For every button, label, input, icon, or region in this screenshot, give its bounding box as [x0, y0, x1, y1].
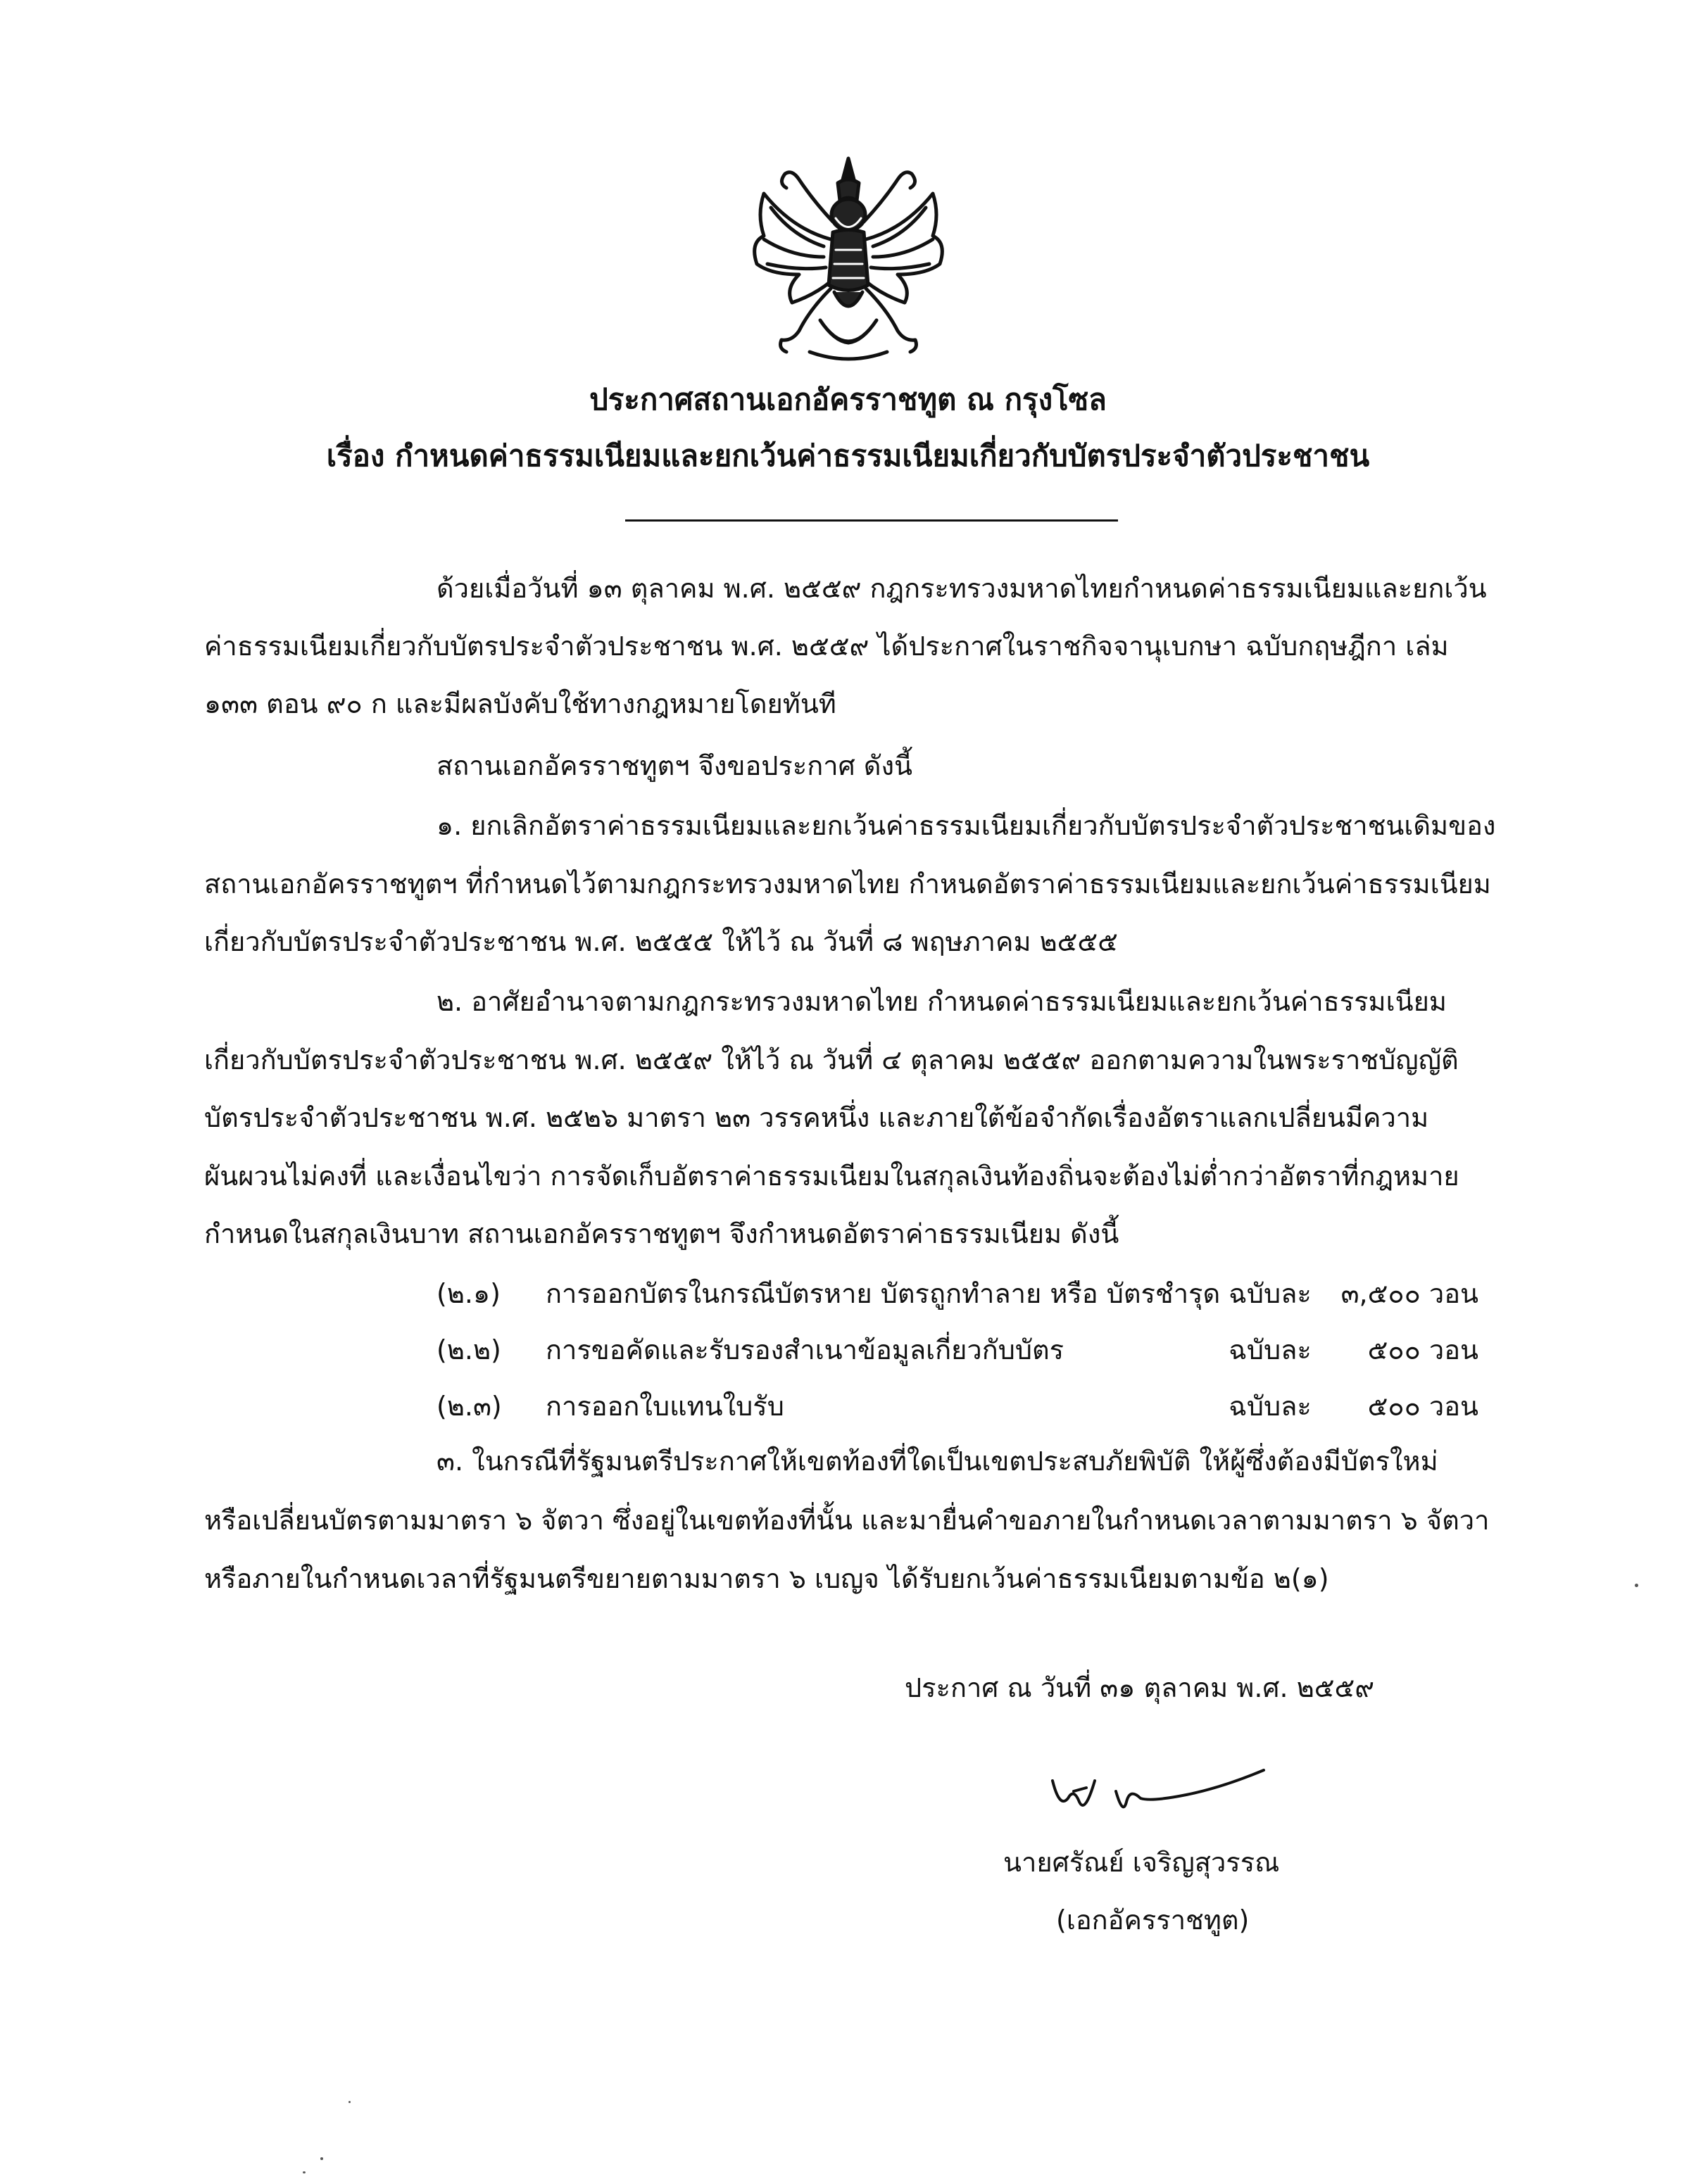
document-title: ประกาศสถานเอกอัครราชทูต ณ กรุงโซล: [589, 382, 1107, 417]
intro-line-2: ค่าธรรมเนียมเกี่ยวกับบัตรประจำตัวประชาชน พ.ศ. ๒๕๕๙ ได้ประกาศในราชกิจจานุเบกษา ฉบับกฤษฎีกา เล่ม: [204, 631, 1449, 662]
fee-label: การขอคัดและรับรองสำเนาข้อมูลเกี่ยวกับบัตร: [546, 1334, 1064, 1365]
fee-amount: ๕๐๐ วอน: [1367, 1391, 1478, 1422]
announce-line: สถานเอกอัครราชทูตฯ จึงขอประกาศ ดังนี้: [436, 750, 912, 781]
scan-speck: [1635, 1584, 1638, 1587]
fee-amount: ๕๐๐ วอน: [1367, 1334, 1478, 1365]
signature-icon: [1045, 1760, 1271, 1823]
item1-line-1: ๑. ยกเลิกอัตราค่าธรรมเนียมและยกเว้นค่าธรรมเนียมเกี่ยวกับบัตรประจำตัวประชาชนเดิมของ: [436, 810, 1496, 841]
fee-label: การออกใบแทนใบรับ: [546, 1391, 784, 1422]
item2-line-3: บัตรประจำตัวประชาชน พ.ศ. ๒๕๒๖ มาตรา ๒๓ วรรคหนึ่ง และภายใต้ข้อจำกัดเรื่องอัตราแลกเปลี่ยนมีความ: [204, 1102, 1429, 1133]
title-divider: [625, 519, 1118, 522]
intro-line-1: ด้วยเมื่อวันที่ ๑๓ ตุลาคม พ.ศ. ๒๕๕๙ กฎกระทรวงมหาดไทยกำหนดค่าธรรมเนียมและยกเว้น: [436, 573, 1487, 604]
scan-speck: [320, 2157, 323, 2160]
fee-number: (๒.๑): [436, 1278, 501, 1309]
item2-line-1: ๒. อาศัยอำนาจตามกฎกระทรวงมหาดไทย กำหนดค่าธรรมเนียมและยกเว้นค่าธรรมเนียม: [436, 986, 1447, 1017]
item3-line-3: หรือภายในกำหนดเวลาที่รัฐมนตรีขยายตามมาตรา ๖ เบญจ ได้รับยกเว้นค่าธรรมเนียมตามข้อ ๒(๑): [204, 1563, 1329, 1594]
fee-number: (๒.๓): [436, 1391, 502, 1422]
signer-position: (เอกอัครราชทูต): [1056, 1905, 1250, 1936]
signer-name: นายศรัณย์ เจริญสุวรรณ: [1003, 1847, 1280, 1878]
item1-line-3: เกี่ยวกับบัตรประจำตัวประชาชน พ.ศ. ๒๕๕๕ ให้ไว้ ณ วันที่ ๘ พฤษภาคม ๒๕๕๕: [204, 926, 1118, 957]
item2-line-5: กำหนดในสกุลเงินบาท สถานเอกอัครราชทูตฯ จึงกำหนดอัตราค่าธรรมเนียม ดังนี้: [204, 1218, 1119, 1249]
document-subject: เรื่อง กำหนดค่าธรรมเนียมและยกเว้นค่าธรรมเนียมเกี่ยวกับบัตรประจำตัวประชาชน: [326, 438, 1370, 473]
fee-unit: ฉบับละ: [1229, 1278, 1312, 1309]
announcement-date: ประกาศ ณ วันที่ ๓๑ ตุลาคม พ.ศ. ๒๕๕๙: [905, 1672, 1375, 1703]
item3-line-2: หรือเปลี่ยนบัตรตามมาตรา ๖ จัตวา ซึ่งอยู่ในเขตท้องที่นั้น และมายื่นคำขอภายในกำหนดเวลาตามมาตรา ๖ จัตวา: [204, 1505, 1490, 1536]
fee-label: การออกบัตรในกรณีบัตรหาย บัตรถูกทำลาย หรือ บัตรชำรุด: [546, 1278, 1221, 1309]
scan-speck: [348, 2101, 351, 2103]
item2-line-4: ผันผวนไม่คงที่ และเงื่อนไขว่า การจัดเก็บอัตราค่าธรรมเนียมในสกุลเงินท้องถิ่นจะต้องไม่ต่ำกว่าอัตราที่กฎหมาย: [204, 1161, 1459, 1192]
fee-unit: ฉบับละ: [1229, 1334, 1312, 1365]
item3-line-1: ๓. ในกรณีที่รัฐมนตรีประกาศให้เขตท้องที่ใดเป็นเขตประสบภัยพิบัติ ให้ผู้ซึ่งต้องมีบัตรใหม่: [436, 1446, 1438, 1477]
fee-number: (๒.๒): [436, 1334, 501, 1365]
item2-line-2: เกี่ยวกับบัตรประจำตัวประชาชน พ.ศ. ๒๕๕๙ ให้ไว้ ณ วันที่ ๔ ตุลาคม ๒๕๕๙ ออกตามความในพระราชบัญญัติ: [204, 1044, 1459, 1075]
fee-amount: ๓,๕๐๐ วอน: [1340, 1278, 1478, 1309]
item1-line-2: สถานเอกอัครราชทูตฯ ที่กำหนดไว้ตามกฎกระทรวงมหาดไทย กำหนดอัตราค่าธรรมเนียมและยกเว้นค่าธรรมเนียม: [204, 869, 1491, 900]
scan-speck: [303, 2171, 306, 2173]
intro-line-3: ๑๓๓ ตอน ๙๐ ก และมีผลบังคับใช้ทางกฎหมายโดยทันที: [204, 688, 836, 719]
garuda-emblem-icon: [743, 151, 954, 370]
fee-unit: ฉบับละ: [1229, 1391, 1312, 1422]
